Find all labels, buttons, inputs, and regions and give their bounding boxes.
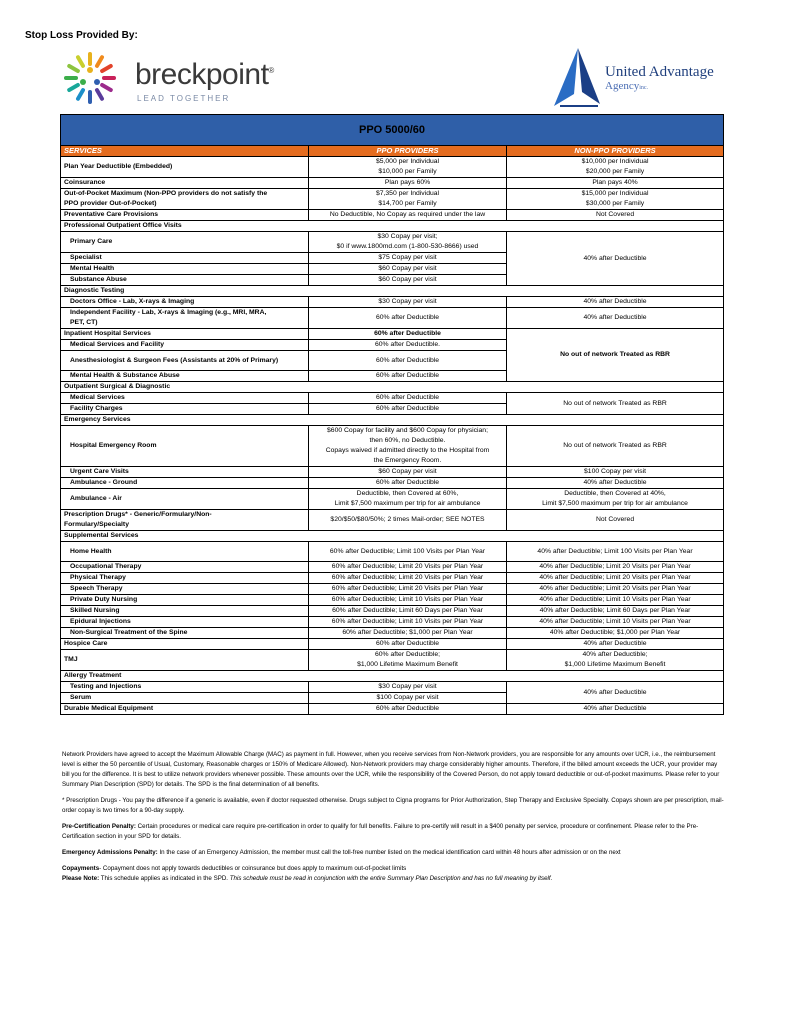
ppo-cell: 60% after Deductible	[309, 351, 507, 371]
ppo-cell: 60% after Deductible; Limit 20 Visits per Plan Year	[309, 584, 507, 595]
service-label: Serum	[61, 693, 309, 704]
service-label: Independent Facility - Lab, X-rays & Imaging (e.g., MRI, MRA, PET, CT)	[61, 308, 309, 329]
table-row	[61, 682, 724, 693]
benefit-schedule-table	[60, 114, 724, 715]
section-label: Supplemental Services	[61, 531, 724, 542]
ppo-cell: 60% after Deductible	[309, 478, 507, 489]
stop-loss-label: Stop Loss Provided By:	[25, 30, 138, 41]
ppo-cell: 60% after Deductible; $1,000 Lifetime Maximum Benefit	[309, 650, 507, 671]
section-row	[61, 286, 724, 297]
ppo-cell: 60% after Deductible; $1,000 per Plan Year	[309, 628, 507, 639]
breckpoint-logo	[55, 48, 305, 108]
service-label: Occupational Therapy	[61, 562, 309, 573]
nonppo-cell: 40% after Deductible; Limit 10 Visits per Plan Year	[507, 595, 724, 606]
nonppo-cell: Deductible, then Covered at 40%, Limit $7,500 maximum per trip for air ambulance	[507, 489, 724, 510]
nonppo-cell: Not Covered	[507, 510, 724, 531]
ppo-cell: 60% after Deductible; Limit 10 Visits per Plan Year	[309, 595, 507, 606]
ppo-cell: 60% after Deductible; Limit 20 Visits per Plan Year	[309, 573, 507, 584]
service-label: Physical Therapy	[61, 573, 309, 584]
service-label: Home Health	[61, 542, 309, 562]
united-advantage-logo	[550, 46, 740, 110]
ppo-cell: 60% after Deductible	[309, 329, 507, 340]
service-label: Urgent Care Visits	[61, 467, 309, 478]
nonppo-cell: $100 Copay per visit	[507, 467, 724, 478]
nonppo-cell: $15,000 per Individual $30,000 per Family	[507, 189, 724, 210]
ppo-cell: $5,000 per Individual $10,000 per Family	[309, 157, 507, 178]
nonppo-cell: 40% after Deductible	[507, 232, 724, 286]
ppo-cell: $100 Copay per visit	[309, 693, 507, 704]
table-row	[61, 639, 724, 650]
service-label: Testing and Injections	[61, 682, 309, 693]
ppo-cell: $30 Copay per visit	[309, 297, 507, 308]
breckpoint-tagline: LEAD TOGETHER	[137, 94, 231, 103]
nonppo-cell: 40% after Deductible	[507, 639, 724, 650]
service-label: TMJ	[61, 650, 309, 671]
section-label: Outpatient Surgical & Diagnostic	[61, 382, 724, 393]
section-row	[61, 415, 724, 426]
nonppo-cell: 40% after Deductible	[507, 297, 724, 308]
plan-title: PPO 5000/60	[61, 115, 724, 146]
nonppo-cell: 40% after Deductible; $1,000 Lifetime Maximum Benefit	[507, 650, 724, 671]
table-row	[61, 232, 724, 253]
footnotes	[62, 750, 724, 890]
nonppo-cell: 40% after Deductible; Limit 20 Visits per Plan Year	[507, 584, 724, 595]
table-row	[61, 478, 724, 489]
ppo-cell: 60% after Deductible; Limit 60 Days per Plan Year	[309, 606, 507, 617]
copay-note: Copayments- Copayment does not apply towards deductibles or coinsurance but does apply to maximum out-of-pocket limits	[62, 865, 407, 872]
ppo-cell: 60% after Deductible	[309, 404, 507, 415]
united-advantage-sail-icon	[550, 46, 605, 110]
nonppo-cell: 40% after Deductible; $1,000 per Plan Year	[507, 628, 724, 639]
network-note: Network Providers have agreed to accept the Maximum Allowable Charge (MAC) as payment in full. However, when you receive services from Non-Network providers, you are responsible for any amounts over UCR, i.e., the reimbursement level is either the 50 percentile of Usual, Customary, Reasonable charges or 150% of Medicare Allowed). Non-Network providers may charge considerably higher amounts. Therefore, if the billed amount exceeds the UCR, your provider may bill you for the difference. It is best to utilize network providers whenever possible. These amounts over the UCR, while the responsibility of the Covered Person, do not apply toward deductible or out-of-pocket maximums. Please refer to your Summary Plan Description (SPD) for details. The SPD is the final determination of all benefits.	[62, 751, 720, 788]
table-row	[61, 628, 724, 639]
agency-name: Agencyinc.	[605, 80, 649, 92]
table-row	[61, 542, 724, 562]
section-row	[61, 221, 724, 232]
ppo-cell: No Deductible, No Copay as required under the law	[309, 210, 507, 221]
ppo-cell: $60 Copay per visit	[309, 467, 507, 478]
table-row	[61, 157, 724, 178]
table-row	[61, 178, 724, 189]
ppo-cell: $60 Copay per visit	[309, 275, 507, 286]
ppo-cell: 60% after Deductible.	[309, 340, 507, 351]
service-label: Prescription Drugs* - Generic/Formulary/Non- Formulary/Specialty	[61, 510, 309, 531]
nonppo-cell: 40% after Deductible; Limit 10 Visits per Plan Year	[507, 617, 724, 628]
ppo-cell: $600 Copay for facility and $600 Copay for physician; then 60%, no Deductible. Copays waived if admitted directly to the Hospital from the Emergency Room.	[309, 426, 507, 467]
ppo-cell: 60% after Deductible; Limit 100 Visits per Plan Year	[309, 542, 507, 562]
service-label: Hospice Care	[61, 639, 309, 650]
table-row	[61, 704, 724, 715]
united-advantage-name: United Advantage	[605, 64, 714, 80]
section-label: Diagnostic Testing	[61, 286, 724, 297]
section-row	[61, 382, 724, 393]
service-label: Durable Medical Equipment	[61, 704, 309, 715]
service-label: Mental Health	[61, 264, 309, 275]
section-label: Emergency Services	[61, 415, 724, 426]
table-row	[61, 210, 724, 221]
ppo-cell: $20/$50/$80/50%; 2 times Mail-order; SEE NOTES	[309, 510, 507, 531]
ppo-cell: 60% after Deductible	[309, 393, 507, 404]
table-row	[61, 617, 724, 628]
col-header-services: SERVICES	[61, 146, 309, 157]
nonppo-cell: 40% after Deductible; Limit 20 Visits per Plan Year	[507, 573, 724, 584]
section-row	[61, 531, 724, 542]
service-label: Specialist	[61, 253, 309, 264]
table-row	[61, 189, 724, 210]
col-header-nonppo: NON-PPO PROVIDERS	[507, 146, 724, 157]
nonppo-cell: Plan pays 40%	[507, 178, 724, 189]
ppo-cell: $7,350 per Individual $14,700 per Family	[309, 189, 507, 210]
nonppo-cell: 40% after Deductible; Limit 20 Visits per Plan Year	[507, 562, 724, 573]
table-row	[61, 562, 724, 573]
ppo-cell: 60% after Deductible	[309, 704, 507, 715]
plan-title-row	[61, 115, 724, 146]
section-row	[61, 671, 724, 682]
breckpoint-burst-icon	[55, 48, 125, 108]
table-row	[61, 308, 724, 329]
ppo-cell: Deductible, then Covered at 60%, Limit $7,500 maximum per trip for air ambulance	[309, 489, 507, 510]
table-row	[61, 489, 724, 510]
ppo-cell: $30 Copay per visit	[309, 682, 507, 693]
table-row	[61, 467, 724, 478]
service-label: Hospital Emergency Room	[61, 426, 309, 467]
ppo-cell: 60% after Deductible	[309, 371, 507, 382]
service-label: Medical Services	[61, 393, 309, 404]
table-row	[61, 297, 724, 308]
ppo-cell: 60% after Deductible	[309, 639, 507, 650]
ppo-cell: 60% after Deductible; Limit 20 Visits per Plan Year	[309, 562, 507, 573]
nonppo-cell: 40% after Deductible	[507, 704, 724, 715]
nonppo-cell: No out of network Treated as RBR	[507, 426, 724, 467]
service-label: Facility Charges	[61, 404, 309, 415]
emergency-note: Emergency Admissions Penalty: In the case of an Emergency Admission, the member must call the toll-free number listed on the medical identification card within 48 hours after admission or on the next	[62, 849, 621, 856]
section-label: Professional Outpatient Office Visits	[61, 221, 724, 232]
service-label: Primary Care	[61, 232, 309, 253]
service-label: Private Duty Nursing	[61, 595, 309, 606]
table-row	[61, 510, 724, 531]
table-row	[61, 606, 724, 617]
service-label: Plan Year Deductible (Embedded)	[61, 157, 309, 178]
service-label: Non-Surgical Treatment of the Spine	[61, 628, 309, 639]
section-label: Inpatient Hospital Services	[61, 329, 309, 340]
nonppo-cell: 40% after Deductible	[507, 682, 724, 704]
service-label: Doctors Office - Lab, X-rays & Imaging	[61, 297, 309, 308]
service-label: Medical Services and Facility	[61, 340, 309, 351]
section-label: Allergy Treatment	[61, 671, 724, 682]
ppo-cell: Plan pays 60%	[309, 178, 507, 189]
nonppo-cell: Not Covered	[507, 210, 724, 221]
precert-note: Pre-Certification Penalty: Certain procedures or medical care require pre-certification in order to qualify for full benefits. Failure to pre-certify will result in a $400 penalty per service, procedure or confinement. Please refer to the Pre-Certification section in your SPD for details.	[62, 823, 699, 840]
service-label: Coinsurance	[61, 178, 309, 189]
service-label: Out-of-Pocket Maximum (Non-PPO providers do not satisfy the PPO provider Out-of-Pocket)	[61, 189, 309, 210]
nonppo-cell: 40% after Deductible	[507, 478, 724, 489]
ppo-cell: $60 Copay per visit	[309, 264, 507, 275]
table-row	[61, 573, 724, 584]
table-row	[61, 650, 724, 671]
rx-note: * Prescription Drugs - You pay the difference if a generic is available, even if doctor requested otherwise. Drugs subject to Cigna programs for Prior Authorization, Step Therapy and Exclusive Specialty. Copays shown are per prescription, mail-order copay is two times for a 90-day supply.	[62, 797, 724, 814]
nonppo-cell: 40% after Deductible; Limit 60 Days per Plan Year	[507, 606, 724, 617]
breckpoint-wordmark: breckpoint®	[135, 58, 274, 91]
table-row	[61, 584, 724, 595]
service-label: Ambulance - Ground	[61, 478, 309, 489]
ppo-cell: $75 Copay per visit	[309, 253, 507, 264]
service-label: Substance Abuse	[61, 275, 309, 286]
col-header-ppo: PPO PROVIDERS	[309, 146, 507, 157]
service-label: Preventative Care Provisions	[61, 210, 309, 221]
ppo-cell: 60% after Deductible; Limit 10 Visits per Plan Year	[309, 617, 507, 628]
service-label: Anesthesiologist & Surgeon Fees (Assistants at 20% of Primary)	[61, 351, 309, 371]
nonppo-cell: No out of network Treated as RBR	[507, 393, 724, 415]
column-header-row	[61, 146, 724, 157]
nonppo-cell: $10,000 per Individual $20,000 per Family	[507, 157, 724, 178]
nonppo-cell: No out of network Treated as RBR	[507, 329, 724, 382]
section-row	[61, 329, 724, 340]
table-row	[61, 426, 724, 467]
nonppo-cell: 40% after Deductible; Limit 100 Visits per Plan Year	[507, 542, 724, 562]
ppo-cell: $30 Copay per visit; $0 if www.1800md.com (1-800-530-8666) used	[309, 232, 507, 253]
table-row	[61, 595, 724, 606]
please-note: Please Note: This schedule applies as indicated in the SPD. This schedule must be read in conjunction with the entire Summary Plan Description and has no full meaning by itself.	[62, 875, 553, 882]
ppo-cell: 60% after Deductible	[309, 308, 507, 329]
service-label: Epidural Injections	[61, 617, 309, 628]
service-label: Mental Health & Substance Abuse	[61, 371, 309, 382]
service-label: Speech Therapy	[61, 584, 309, 595]
nonppo-cell: 40% after Deductible	[507, 308, 724, 329]
table-row	[61, 393, 724, 404]
service-label: Skilled Nursing	[61, 606, 309, 617]
service-label: Ambulance - Air	[61, 489, 309, 510]
